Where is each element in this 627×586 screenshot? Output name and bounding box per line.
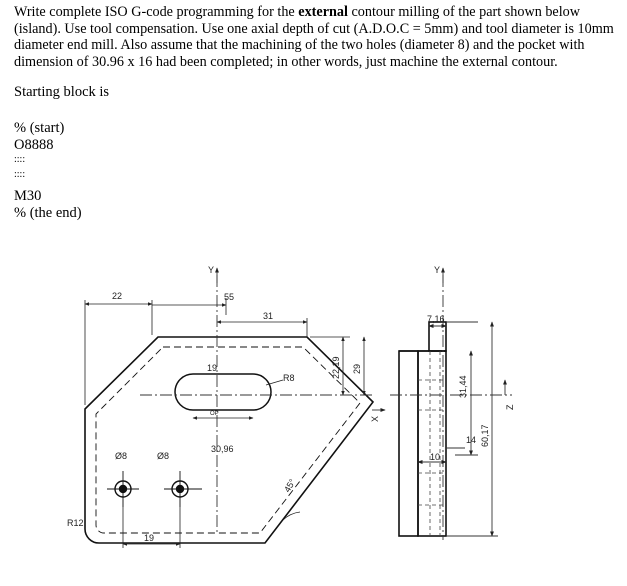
- dim-30-96: 30,96: [211, 444, 234, 454]
- dim-60-17: 60,17: [480, 424, 490, 447]
- axis-label-x: X: [370, 415, 380, 422]
- dim-29: 29: [352, 363, 362, 374]
- dim-14: 14: [466, 435, 477, 445]
- starting-block-label: Starting block is: [14, 84, 110, 100]
- side-view: [399, 322, 446, 536]
- code-line-start: % (start): [14, 120, 65, 136]
- axis-label-y-side: Y: [434, 265, 441, 275]
- dim-dia8-left: Ø8: [115, 451, 128, 461]
- dim-22-19: 22,19: [331, 356, 341, 379]
- dim-19-bottom: 19: [144, 533, 155, 543]
- code-line-end: % (the end): [14, 205, 82, 221]
- dim-10: 10: [430, 452, 441, 462]
- dim-dia8-right: Ø8: [157, 451, 170, 461]
- code-line-m30: M30: [14, 188, 42, 204]
- part-outline: [85, 337, 373, 543]
- dim-31: 31: [263, 311, 274, 321]
- dim-55: 55: [224, 292, 235, 302]
- axis-label-y-top: Y: [208, 265, 215, 275]
- dim-31-44: 31,44: [458, 375, 468, 398]
- code-line-ellipsis-2: ::::: [14, 169, 26, 180]
- label-op: OP: [210, 411, 219, 417]
- dim-r12: R12: [67, 518, 84, 528]
- code-line-program-number: O8888: [14, 137, 54, 153]
- code-line-ellipsis-1: ::::: [14, 154, 26, 165]
- pocket: [175, 374, 271, 410]
- dim-r8: R8: [283, 373, 295, 383]
- dim-7-16: 7,16: [427, 314, 445, 324]
- emphasis-external: external: [298, 4, 348, 20]
- dim-19-top: 19: [207, 363, 218, 373]
- problem-statement: Write complete ISO G-code programming for the external contour milling of the part shown below (island). Use tool compensation. Use one axial depth of cut (A.D.O.C = 5mm) and tool diameter is 10mm diameter end mill. Also assume that the machining of the two holes (diameter 8) and the pocket with dimension of 30.96 x 16 had been completed; in other words, just machine the external contour.: [14, 4, 614, 70]
- axis-label-z: Z: [505, 404, 515, 410]
- dim-22: 22: [112, 291, 123, 301]
- hole-right: [164, 471, 202, 507]
- dim-45-deg: 45°: [282, 477, 298, 494]
